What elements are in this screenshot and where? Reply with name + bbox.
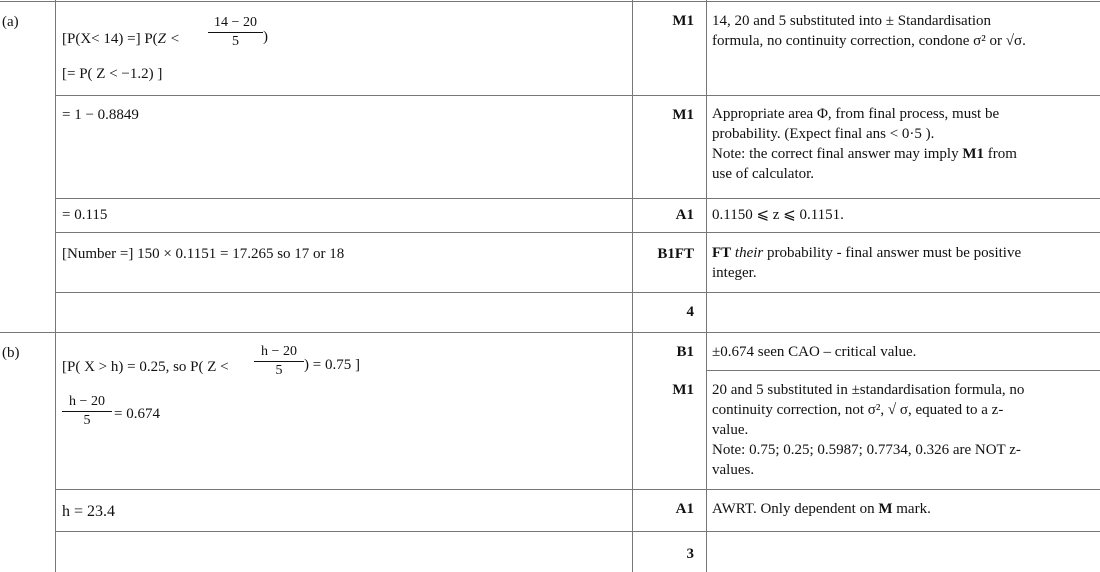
working-b-line3: h = 23.4	[62, 503, 116, 520]
note-ft: FT	[712, 245, 732, 261]
note-line: Appropriate area Φ, from final process, must be	[712, 106, 1000, 122]
fraction-bar	[208, 32, 263, 33]
note-a-2	[712, 104, 1087, 184]
row-divider	[55, 531, 1100, 532]
note-line: value.	[712, 422, 749, 438]
table-top-border	[0, 1, 1100, 2]
row-divider	[55, 292, 1100, 293]
fraction-denominator: 5	[83, 413, 91, 428]
part-label-b: (b)	[2, 345, 20, 361]
note-text: AWRT. Only dependent on	[712, 501, 879, 517]
fraction-numerator: h − 20	[261, 344, 297, 359]
row-divider	[55, 198, 1100, 199]
note-b-1: ±0.674 seen CAO – critical value.	[712, 344, 917, 360]
fraction-numerator: h − 20	[69, 394, 105, 409]
note-their: their	[731, 245, 764, 261]
row-divider	[55, 232, 1100, 233]
note-line: 14, 20 and 5 substituted into ± Standardisation	[712, 13, 992, 29]
note-line	[712, 243, 1087, 263]
note-line: formula, no continuity correction, condone σ² or √σ.	[712, 33, 1026, 49]
note-line: integer.	[712, 265, 757, 281]
working-a-line1-z: Z <	[157, 31, 180, 47]
note-a-1	[712, 11, 1087, 51]
fraction-bar	[254, 361, 304, 362]
note-b-3	[712, 499, 1087, 519]
working-a-line4: = 0.115	[62, 207, 108, 223]
note-line: probability. (Expect final ans < 0·5 ).	[712, 126, 935, 142]
mark-a-1: M1	[672, 13, 694, 29]
working-b-fraction	[254, 344, 304, 379]
mark-b-2: M1	[672, 382, 694, 398]
note-line: 20 and 5 substituted in ±standardisation formula, no	[712, 382, 1025, 398]
mark-a-3: A1	[675, 207, 694, 223]
working-a-line3: = 1 − 0.8849	[62, 107, 139, 123]
note-b-2	[712, 380, 1087, 480]
mark-a-2: M1	[672, 107, 694, 123]
working-b-line2: = 0.674	[114, 406, 160, 422]
fraction-bar	[62, 411, 112, 412]
column-divider	[632, 0, 633, 572]
mark-b-3: A1	[675, 501, 694, 517]
fraction-denominator: 5	[275, 363, 283, 378]
note-line: Note: 0.75; 0.25; 0.5987; 0.7734, 0.326 are NOT z-	[712, 442, 1021, 458]
note-line: values.	[712, 462, 755, 478]
note-mark: M	[878, 501, 893, 517]
note-text: Note: the correct final answer may imply	[712, 146, 963, 162]
note-text: probability - final answer must be positive	[763, 245, 1022, 261]
fraction-denominator: 5	[232, 34, 239, 49]
working-b-fraction-2	[62, 394, 112, 429]
note-mark: M1	[962, 146, 984, 162]
working-a-line1-prefix: [P(X< 14) =] P(	[62, 31, 158, 47]
mark-a-4: B1FT	[657, 246, 694, 262]
working-a-line1	[62, 30, 180, 48]
note-line: use of calculator.	[712, 166, 815, 182]
row-divider	[55, 489, 1100, 490]
working-a-line2: [= P( Z < −1.2) ]	[62, 66, 163, 82]
column-divider	[706, 0, 707, 572]
note-text: mark.	[892, 501, 931, 517]
row-divider	[55, 95, 1100, 96]
working-b-line1-prefix: [P( X > h) = 0.25, so P( Z <	[62, 359, 229, 375]
note-line: continuity correction, not σ², √ σ, equated to a z-	[712, 402, 1004, 418]
note-a-4	[712, 243, 1087, 283]
total-b: 3	[686, 546, 694, 562]
part-label-a: (a)	[2, 14, 19, 30]
working-a-line1-close: )	[263, 29, 268, 45]
working-a-line5: [Number =] 150 × 0.1151 = 17.265 so 17 or 18	[62, 246, 345, 262]
mark-b-1: B1	[676, 344, 694, 360]
fraction-numerator: 14 − 20	[214, 15, 257, 30]
note-a-3: 0.1150 ⩽ z ⩽ 0.1151.	[712, 207, 844, 223]
note-text: from	[984, 146, 1017, 162]
working-b-line1-close: ) = 0.75 ]	[304, 357, 360, 373]
section-divider	[0, 332, 1100, 333]
row-divider	[706, 370, 1100, 371]
total-a: 4	[686, 304, 694, 320]
note-line	[712, 144, 1087, 164]
working-a-fraction	[208, 15, 263, 50]
column-divider	[55, 0, 56, 572]
